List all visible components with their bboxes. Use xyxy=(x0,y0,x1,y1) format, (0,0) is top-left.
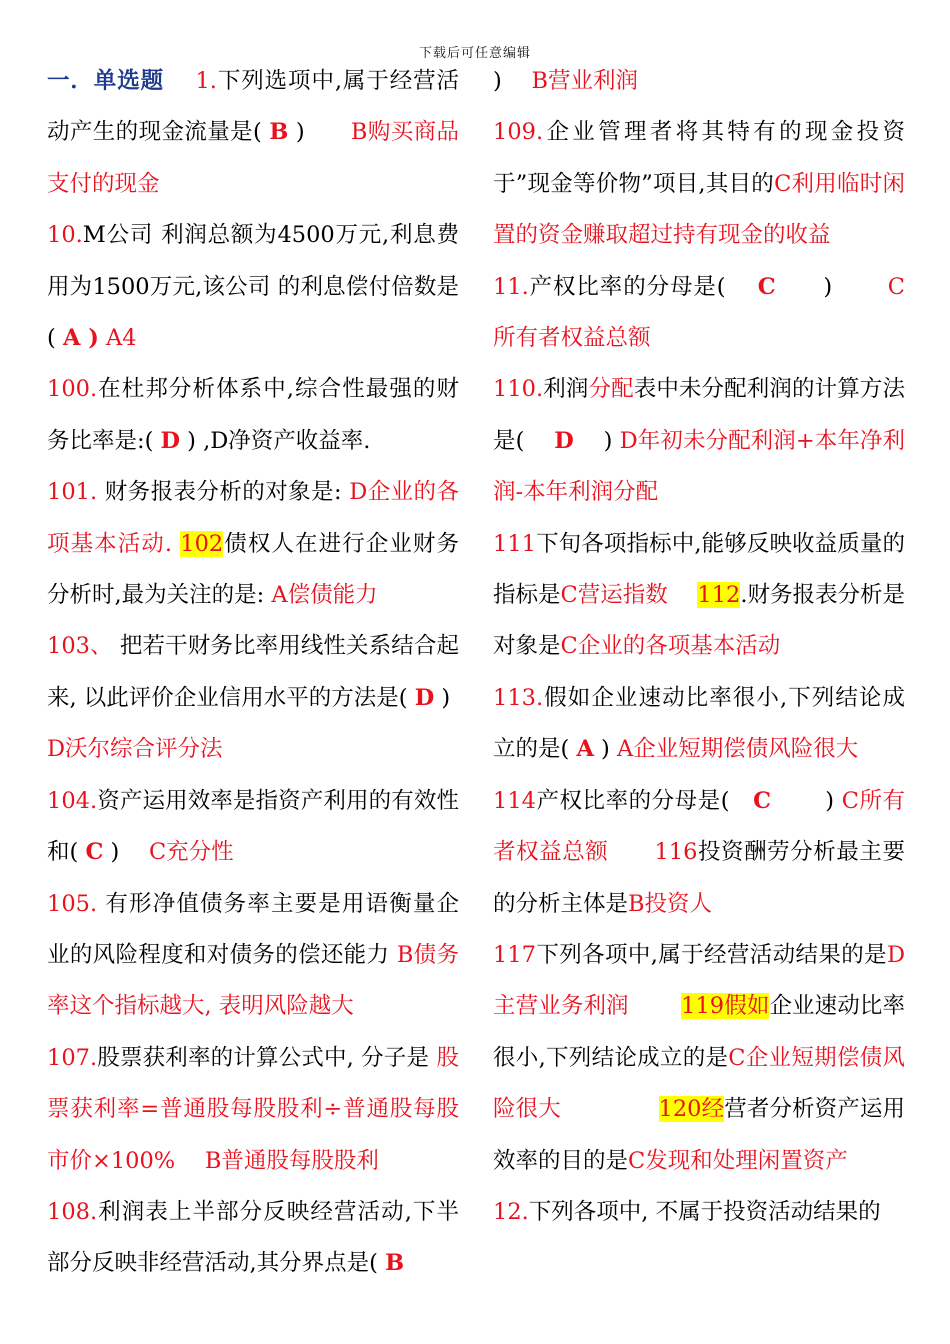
text-run: 104. xyxy=(47,787,98,814)
text-run: 109. xyxy=(493,119,544,146)
text-run: 12. xyxy=(493,1198,529,1225)
text-run: 产权比率的分母是( xyxy=(528,273,758,300)
text-run: 107. xyxy=(47,1044,98,1071)
text-run: 企业管理者将其特有的现金投资于”现金等价物”项目,其目的 xyxy=(493,119,905,197)
text-run: ) xyxy=(288,119,351,146)
text-run: 产权比率的分母是( xyxy=(535,787,754,814)
text-run: 下列各项中,属于经营活动结果的是 xyxy=(535,941,887,968)
text-run: C发现和处理闲置资产 xyxy=(628,1147,848,1174)
text-run: B投资人 xyxy=(628,890,713,917)
text-run: C所有者权益总额 xyxy=(493,273,906,352)
text-run: 103、 xyxy=(47,633,113,660)
text-run: A偿债能力 xyxy=(271,582,378,609)
text-run: C企业的各项基本活动 xyxy=(560,633,781,660)
question-item xyxy=(493,364,905,518)
text-run: 110. xyxy=(493,376,544,403)
text-run: B营业利润 xyxy=(531,68,638,94)
text-run: ) xyxy=(493,68,532,94)
text-run: 股票获利率的计算公式中, 分子是 xyxy=(97,1044,437,1071)
page-header: 下载后可任意编辑 xyxy=(418,46,531,61)
text-run: 在杜邦分析体系中,综合性最强的财务比率是:( xyxy=(47,376,459,454)
text-run: C xyxy=(85,839,104,866)
text-run: A ) xyxy=(62,325,99,352)
question-item xyxy=(47,776,459,879)
question-item xyxy=(47,210,459,364)
question-item xyxy=(493,1187,905,1238)
text-run: 10. xyxy=(47,222,83,249)
text-run: M公司 利润总额为4500万元,利息费用为1500万元,该公司 的利息偿付倍数是( xyxy=(47,222,459,352)
text-run: B xyxy=(385,1250,405,1277)
question-item xyxy=(47,621,473,775)
text-run: ) xyxy=(593,736,617,763)
text-run: D企业的各项基本活动. xyxy=(47,479,459,557)
text-run: 利润表上半部分反映经营活动,下半部分反映非经营活动,其分界点是( xyxy=(47,1198,459,1277)
text-run: B购买商品支付的现金 xyxy=(47,119,459,197)
text-run: 表中未分配利润的计算方法是( xyxy=(493,376,905,454)
text-run: 分配 xyxy=(588,376,634,403)
text-run: 116 xyxy=(654,839,698,866)
left-column xyxy=(47,56,473,1290)
right-column xyxy=(493,56,905,1238)
section-title: 一．单选题 xyxy=(47,68,165,94)
text-run: C xyxy=(757,273,776,300)
text-run xyxy=(608,839,654,865)
text-run xyxy=(629,993,681,1019)
text-run: 11. xyxy=(493,273,529,300)
text-run: 利润 xyxy=(543,376,589,403)
text-run: 112 xyxy=(697,582,741,609)
text-run: 120经 xyxy=(658,1096,725,1123)
text-run: 下列选项中,属于经营活动产生的现金流量是( xyxy=(47,68,459,146)
text-run: 把若干财务比率用线性关系结合起来, 以此评价企业信用水平的方法是( xyxy=(47,633,459,711)
text-run: C所有者权益总额 xyxy=(493,787,905,866)
text-run: C营运指数 xyxy=(560,582,668,609)
text-run: A4 xyxy=(98,325,137,352)
text-run: 债权人在进行企业财务分析时,最为关注的是: xyxy=(47,530,459,609)
text-run: C企业短期偿债风险很大 xyxy=(493,1044,906,1123)
text-run xyxy=(164,68,195,94)
text-run: 101. xyxy=(47,479,98,506)
text-run: 有形净值债务率主要是用语衡量企业的风险程度和对债务的偿还能力 xyxy=(47,890,459,968)
text-run: D xyxy=(554,427,574,454)
text-run: ) xyxy=(770,787,842,814)
text-run: D xyxy=(160,427,181,454)
text-run: 102 xyxy=(180,530,224,557)
text-run: C利用临时闲置的资金赚取超过持有现金的收益 xyxy=(493,170,905,249)
text-run: D主营业务利润 xyxy=(493,941,905,1020)
question-item xyxy=(47,1033,459,1187)
question-item xyxy=(47,1187,459,1290)
text-run: D xyxy=(414,684,435,711)
text-run: D年初未分配利润+本年净利润-本年利润分配 xyxy=(493,427,905,506)
text-run: .财务报表分析是对象是 xyxy=(493,582,905,660)
text-run: C xyxy=(753,787,771,814)
text-run: 111 xyxy=(493,530,536,557)
text-run: 股票获利率=普通股每股股利÷普通股每股市价×100% B普通股每股股利 xyxy=(47,1044,459,1174)
text-run: 105. xyxy=(47,890,98,917)
question-item xyxy=(493,519,905,673)
question-item xyxy=(47,364,459,467)
text-run: 企业速动比率很小,下列结论成立的是 xyxy=(493,993,905,1071)
text-run: 119假如 xyxy=(681,993,770,1020)
text-run: B xyxy=(269,119,289,146)
text-run xyxy=(561,1096,659,1122)
text-run: 114 xyxy=(493,787,536,814)
question-item xyxy=(493,930,905,1187)
question-item xyxy=(47,467,459,621)
question-item xyxy=(493,262,905,365)
text-run: A企业短期偿债风险很大 xyxy=(617,736,859,763)
text-run: ) xyxy=(775,273,888,300)
text-run: 1. xyxy=(195,68,217,94)
text-run: 财务报表分析的对象是: xyxy=(97,479,350,506)
text-run: 113. xyxy=(493,684,544,711)
text-run: D沃尔综合评分法 xyxy=(47,736,223,763)
question-item xyxy=(47,879,459,1033)
text-run: C充分性 xyxy=(148,839,234,866)
text-run: ) xyxy=(434,684,473,711)
text-run: 假如企业速动比率很小,下列结论成立的是( xyxy=(493,684,905,763)
text-run: 117 xyxy=(493,941,536,968)
question-item xyxy=(493,56,905,107)
text-run: A xyxy=(576,736,594,763)
text-run xyxy=(668,582,698,608)
text-run: 下旬各项指标中,能够反映收益质量的指标是 xyxy=(493,530,905,609)
text-run: 108. xyxy=(47,1198,98,1225)
text-run: 营者分析资产运用效率的目的是 xyxy=(493,1096,905,1174)
text-run: ) ,D净资产收益率. xyxy=(180,427,371,454)
text-run: 100. xyxy=(47,376,98,403)
text-run: ) xyxy=(573,427,620,454)
text-run: 投资酬劳分析最主要的分析主体是 xyxy=(493,839,905,917)
text-run: ) xyxy=(103,839,149,866)
question-item xyxy=(47,56,459,210)
question-item xyxy=(493,107,905,261)
question-item xyxy=(493,776,905,930)
text-run: B债务率这个指标越大, 表明风险越大 xyxy=(47,941,459,1020)
text-run: 资产运用效率是指资产利用的有效性和( xyxy=(47,787,459,866)
question-item xyxy=(493,673,905,776)
text-run: 下列各项中, 不属于投资活动结果的 xyxy=(528,1198,881,1225)
